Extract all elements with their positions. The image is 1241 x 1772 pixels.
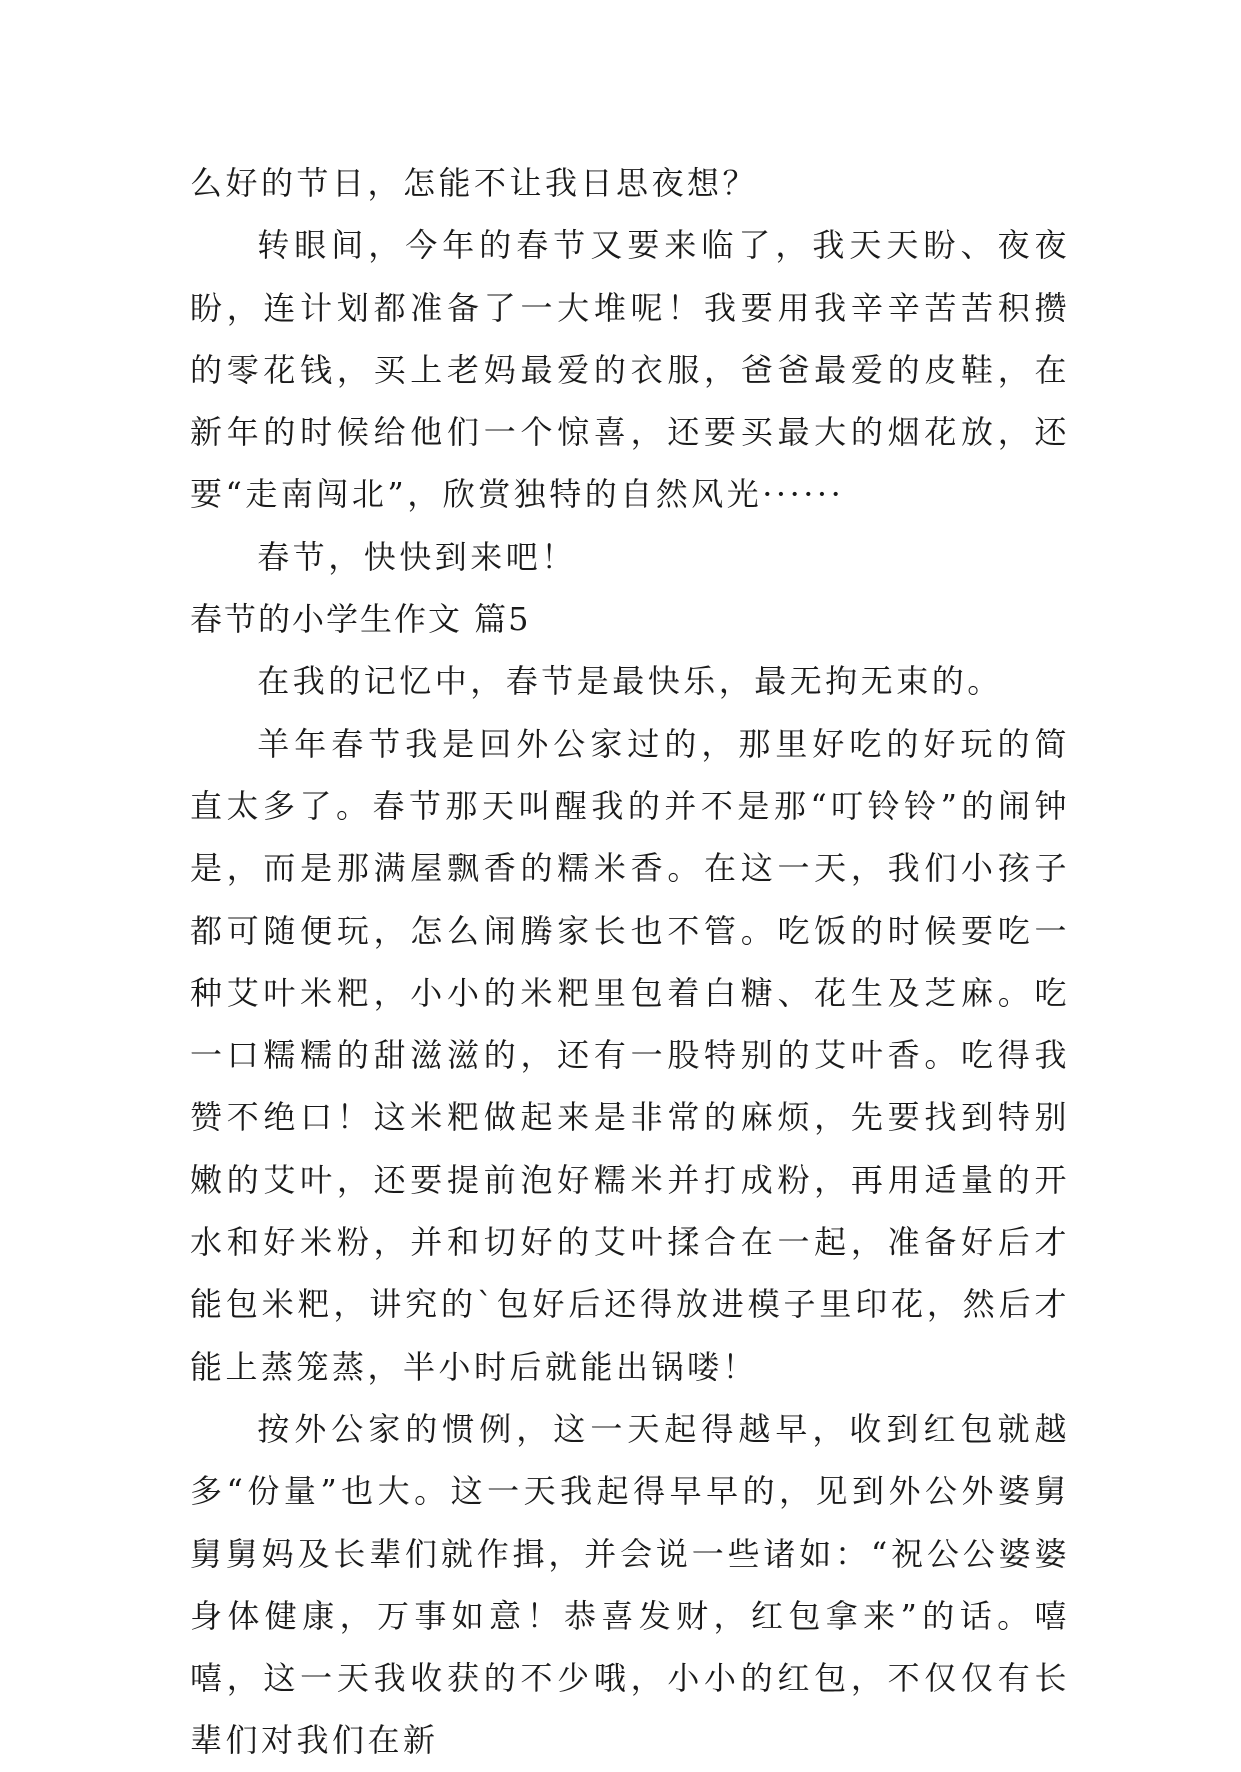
- paragraph-mibao: 羊年春节我是回外公家过的，那里好吃的好玩的简直太多了。春节那天叫醒我的并不是那“叮铃铃”的闹钟是，而是那满屋飘香的糯米香。在这一天，我们小孩子都可随便玩，怎么闹腾家长也不管。吃饭的时候要吃一种艾叶米粑，小小的米粑里包着白糖、花生及芝麻。吃一口糯糯的甜滋滋的，还有一股特别的艾叶香。吃得我赞不绝口！这米粑做起来是非常的麻烦，先要找到特别嫩的艾叶，还要提前泡好糯米并打成粉，再用适量的开水和好米粉，并和切好的艾叶揉合在一起，准备好后才能包米粑，讲究的`包好后还得放进模子里印花，然后才能上蒸笼蒸，半小时后就能出锅喽！: [190, 724, 1070, 1386]
- paragraph-closing: 春节，快快到来吧！: [257, 537, 577, 576]
- paragraph-memory: 在我的记忆中，春节是最快乐，最无拘无束的。: [257, 662, 1003, 701]
- paragraph-hongbao: 按外公家的惯例，这一天起得越早，收到红包就越多“份量”也大。这一天我起得早早的，见到外公外婆舅舅舅妈及长辈们就作揖，并会说一些诸如：“祝公公婆婆身体健康，万事如意！恭喜发财，红包拿来”的话。嘻嘻，这一天我收获的不少哦，小小的红包，不仅仅有长辈们对我们在新: [190, 1409, 1070, 1760]
- document-body: [190, 152, 1070, 1772]
- paragraph-continuation: 么好的节日，怎能不让我日思夜想？: [190, 164, 759, 202]
- section-heading: 春节的小学生作文 篇5: [190, 600, 531, 639]
- paragraph-plans: 转眼间，今年的春节又要来临了，我天天盼、夜夜盼，连计划都准备了一大堆呢！我要用我辛辛苦苦积攒的零花钱，买上老妈最爱的衣服，爸爸最爱的皮鞋，在新年的时候给他们一个惊喜，还要买最大的烟花放，还要“走南闯北”，欣赏独特的自然风光······: [190, 226, 1070, 514]
